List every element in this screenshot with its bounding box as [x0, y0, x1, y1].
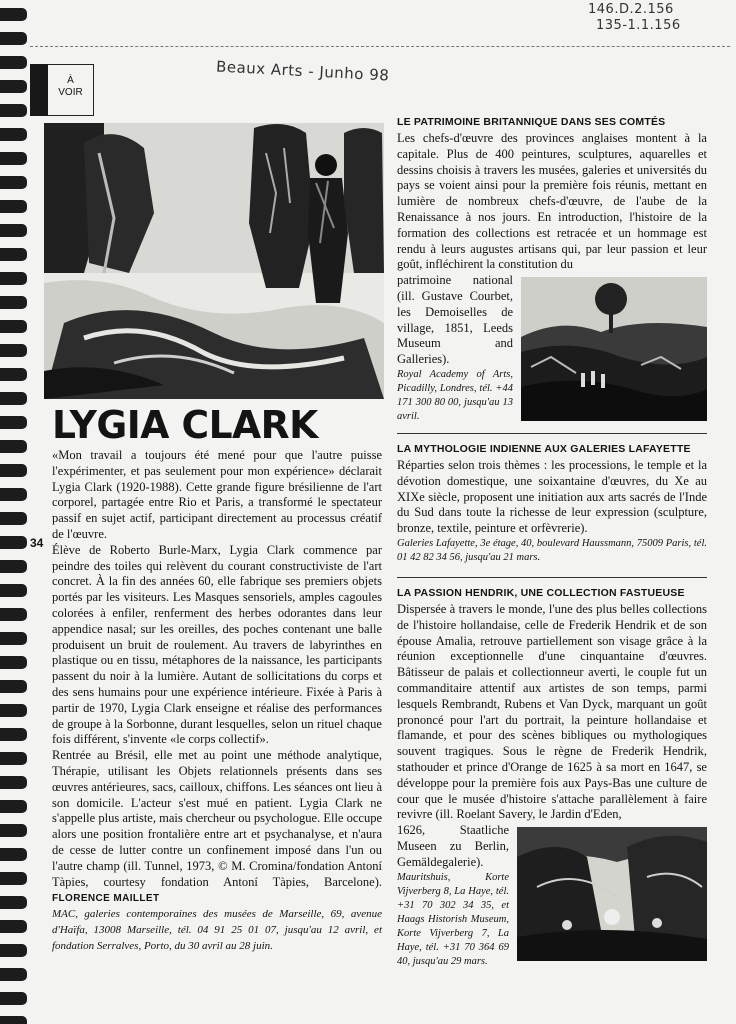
- binding-ring: [0, 800, 27, 813]
- author-signature: FLORENCE MAILLET: [52, 893, 160, 905]
- article-1-heading: LE PATRIMOINE BRITANNIQUE DANS SES COMTÉS: [397, 116, 666, 128]
- handwritten-source: Beaux Arts - Junho 98: [215, 57, 390, 85]
- courbet-painting-image: [521, 277, 707, 421]
- binding-ring: [0, 680, 27, 693]
- binding-ring: [0, 104, 27, 117]
- article-1-paragraph: [397, 131, 707, 273]
- section-tag-bar: [30, 64, 48, 116]
- main-paragraph-3-text: Rentrée au Brésil, elle met au point une méthode analytique, Thérapie, utilisant les Objets relationnels présents dans ses œuvres antérieures, sacs, cailloux, chiffons. Les séances ont lieu à son domicile. L'acteur s'est mué en patient. Lygia Clark ne s'appelle plus artiste, mais chercheur ou psychologue. Elle occupe alors une position frontalière entre art et psychanalyse, et n'aura de cesse de lutter contre un confinement imposé dans l'un ou l'autre champ (ill. Tunnel, 1973, © M. Cromina/fondation Antoní Tàpies, courtesy fondation Antoní Tàpies, Barcelone).: [52, 748, 382, 889]
- binding-ring: [0, 344, 27, 357]
- binding-ring: [0, 392, 27, 405]
- binding-ring: [0, 464, 27, 477]
- binding-ring: [0, 128, 27, 141]
- binding-ring: [0, 584, 27, 597]
- article-1-text-part2: patrimoine national (ill. Gustave Courbet, les Demoiselles de village, 1851, Leeds Museum and Galleries).: [397, 273, 513, 367]
- main-paragraph-3: [52, 748, 382, 907]
- binding-ring: [0, 296, 27, 309]
- spiral-binding: [0, 0, 30, 1024]
- article-3-heading: LA PASSION HENDRIK, UNE COLLECTION FASTUEUSE: [397, 587, 685, 599]
- binding-ring: [0, 608, 27, 621]
- article-1-text-part1: Les chefs-d'œuvre des provinces anglaises montent à la capitale. Plus de 400 peintures, sculptures, aquarelles et dessins choisis à travers les musées, galeries et universités du pays se voient ainsi pour la première fois réunis, mettant en lumière de nombreux chefs-d'œuvre, de l'aube de la Renaissance à nos jours. En introduction, l'histoire de la formation des collections est retracée et un hommage est rendu à leurs augustes artisans qui, par leur passion et leur goût, infléchirent la constitution du: [397, 131, 707, 272]
- binding-ring: [0, 704, 27, 717]
- binding-ring: [0, 8, 27, 21]
- article-2-venue: Galeries Lafayette, 3e étage, 40, boulevard Haussmann, 75009 Paris, tél. 01 42 82 34 56, jusqu'au 21 mars.: [397, 537, 707, 563]
- divider-2: [397, 577, 707, 578]
- binding-ring: [0, 440, 27, 453]
- section-tag-line1: À: [67, 75, 74, 86]
- binding-ring: [0, 536, 27, 549]
- binding-ring: [0, 416, 27, 429]
- binding-ring: [0, 488, 27, 501]
- main-article-body: [52, 448, 382, 955]
- binding-ring: [0, 944, 27, 957]
- section-tag-text: [48, 64, 94, 116]
- binding-ring: [0, 872, 27, 885]
- binding-ring: [0, 896, 27, 909]
- binding-ring: [0, 320, 27, 333]
- page-number: 34: [30, 536, 44, 550]
- article-2-text: Réparties selon trois thèmes : les processions, le temple et la dévotion domestique, une soixantaine d'œuvres, du Xe au XIXe siècle, proposent une initiation aux arts sacrés de l'Inde du Sud dans toute la richesse de leur expression (sculpture, bronze, textile, peinture et orfèvrerie).: [397, 458, 707, 536]
- binding-ring: [0, 176, 27, 189]
- section-tag: [30, 64, 94, 116]
- archive-number-2: 135-1.1.156: [596, 18, 681, 33]
- article-3-venue: Mauritshuis, Korte Vijverberg 8, La Haye, tél. +31 70 302 34 35, et Haags Historish Museum, Korte Vijverberg 7, La Haye, tél. +31 70 364 69 40, jusqu'au 29 mars.: [397, 871, 509, 967]
- main-paragraph-2: Élève de Roberto Burle-Marx, Lygia Clark commence par peindre des toiles qui relèvent du courant constructiviste de l'art concret. À la fin des années 60, elle fabrique ses premiers objets portés par les visiteurs. Les Masques sensoriels, amples cagoules colorées à enfiler, renferment des herbes odorantes dans leur appendice nasal; sur les oreilles, des poches contenant une balle produisent un bruit de roulement. Au travers de labyrinthes en plastique ou en tissu, métaphores de la naissance, les participants passent du noir à la lumière. Autant de sollicitations du corps et des sens humains pour une expérience intérieure. Fixée à Paris à partir de 1970, Lygia Clark enseigne et réalise des performances de groupe à la Sorbonne, durant lesquelles, selon un rituel chaque fois différent, s'invente «le corps collectif».: [52, 542, 382, 747]
- binding-ring: [0, 848, 27, 861]
- binding-ring: [0, 512, 27, 525]
- savery-garden-image: [517, 827, 707, 961]
- binding-ring: [0, 992, 27, 1005]
- article-3-body: [397, 602, 707, 969]
- binding-ring: [0, 776, 27, 789]
- section-tag-line2: VOIR: [58, 87, 83, 98]
- binding-ring: [0, 968, 27, 981]
- article-1-venue: Royal Academy of Arts, Picadilly, Londres, tél. +44 171 300 80 00, jusqu'au 13 avril.: [397, 368, 513, 422]
- binding-ring: [0, 752, 27, 765]
- binding-ring: [0, 920, 27, 933]
- article-3-text-part1: Dispersée à travers le monde, l'une des plus belles collections de l'histoire hollandaise, celle de Frederik Hendrik et de son épouse Amalia, retrouve partiellement son visage grâce à la réunion exceptionnelle d'une cinquantaine d'œuvres. Bâtisseur de palais et collectionneur averti, le couple fut un commanditaire attentif aux artistes de son temps, parmi lesquels Rembrandt, Rubens et Van Dyck, marquant un goût prononcé pour l'art du portrait, la peinture hollandaise et flamande, et pour des scènes bibliques ou mythologiques souvent tragiques. Sous le règne de Frederik Hendrik, stathouder et prince d'Orange de 1625 à sa mort en 1647, se développe pour la première fois aux Pays-Bas une culture de cour que le musée d'histoire s'attache parallèlement à faire revivre (ill. Roelant Savery, le Jardin d'Eden,: [397, 602, 707, 822]
- binding-ring: [0, 80, 27, 93]
- article-2-body: [397, 458, 707, 565]
- binding-ring: [0, 248, 27, 261]
- article-title: LYGIA CLARK: [52, 403, 318, 447]
- binding-ring: [0, 656, 27, 669]
- article-3-text-part2: 1626, Staatliche Museen zu Berlin, Gemäldegalerie).: [397, 823, 509, 869]
- lygia-clark-photo: [44, 123, 384, 399]
- binding-ring: [0, 824, 27, 837]
- binding-ring: [0, 368, 27, 381]
- perforation-line: [30, 46, 730, 47]
- article-2-heading: LA MYTHOLOGIE INDIENNE AUX GALERIES LAFAYETTE: [397, 443, 691, 455]
- main-venue-credit: MAC, galeries contemporaines des musées de Marseille, 69, avenue d'Haïfa, 13008 Marseille, tél. 04 91 25 01 07, jusqu'au 12 avril, et fondation Serralves, Porto, du 30 avril au 28 juin.: [52, 908, 382, 952]
- binding-ring: [0, 152, 27, 165]
- binding-ring: [0, 224, 27, 237]
- binding-ring: [0, 632, 27, 645]
- binding-ring: [0, 200, 27, 213]
- main-paragraph-1: «Mon travail a toujours été mené pour que l'autre puisse l'expérimenter, et pas seulement pour mon expérience» déclarait Lygia Clark (1920-1988). Cette grande figure brésilienne de l'art corporel, partagée entre Rio et Paris, a transformé le spectateur passif en sujet actif, participant directement au processus créatif de l'œuvre.: [52, 448, 382, 541]
- archive-number-1: 146.D.2.156: [588, 2, 674, 17]
- binding-ring: [0, 272, 27, 285]
- article-1-body: [397, 131, 707, 424]
- binding-ring: [0, 56, 27, 69]
- divider-1: [397, 433, 707, 434]
- binding-ring: [0, 728, 27, 741]
- binding-ring: [0, 32, 27, 45]
- binding-ring: [0, 1016, 27, 1024]
- binding-ring: [0, 560, 27, 573]
